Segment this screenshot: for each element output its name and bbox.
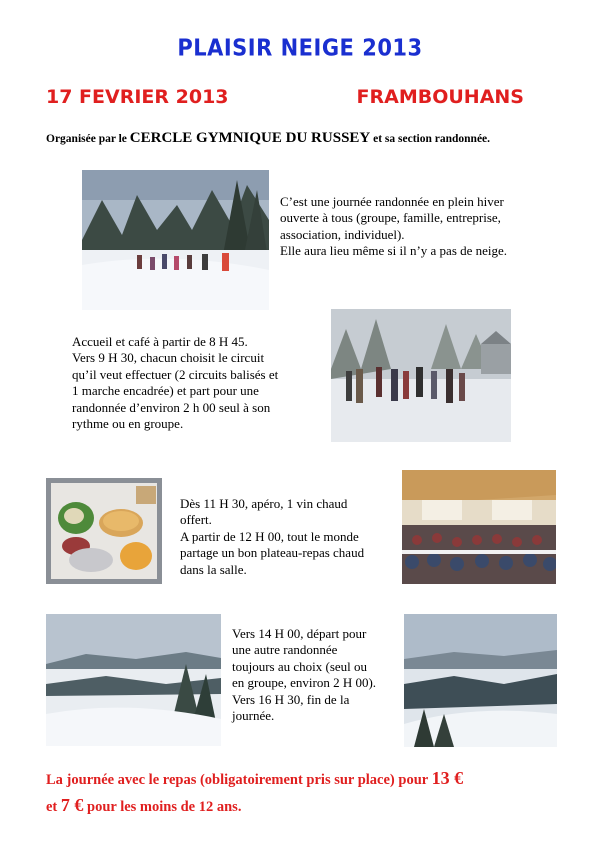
page-title: PLAISIR NEIGE 2013 bbox=[177, 34, 423, 62]
morning-line: qu’il veut effectuer (2 circuits balisés et bbox=[72, 366, 279, 382]
lunch-line: dans la salle. bbox=[180, 561, 247, 577]
event-date: 17 FEVRIER 2013 bbox=[46, 86, 229, 108]
afternoon-line: journée. bbox=[232, 708, 275, 724]
morning-line: rythme ou en groupe. bbox=[72, 416, 184, 432]
intro-line: ouverte à tous (groupe, famille, entreprise, bbox=[280, 210, 501, 226]
afternoon-text bbox=[232, 626, 402, 724]
intro-line: association, individuel). bbox=[280, 226, 405, 242]
intro-text bbox=[280, 194, 580, 260]
organizer-suffix: et sa section randonnée. bbox=[373, 133, 491, 145]
morning-line: 1 marche encadrée) et part pour une bbox=[72, 383, 259, 399]
morning-line: Vers 9 H 30, chacun choisit le circuit bbox=[72, 350, 265, 366]
photo-dining-hall bbox=[402, 470, 556, 584]
afternoon-line: Vers 16 H 30, fin de la bbox=[232, 691, 350, 707]
photo-snow-hikers bbox=[82, 170, 269, 310]
price-line-2 bbox=[46, 793, 566, 820]
morning-line: randonnée d’environ 2 h 00 seul à son bbox=[72, 399, 271, 415]
morning-text bbox=[72, 334, 332, 432]
photo-winter-landscape-left bbox=[46, 614, 221, 746]
organizer-prefix: Organisée par le bbox=[46, 133, 127, 145]
lunch-line: offert. bbox=[180, 512, 212, 528]
price-prefix: et bbox=[46, 799, 58, 815]
afternoon-line: une autre randonnée bbox=[232, 642, 338, 658]
price-text: La journée avec le repas (obligatoirement pris sur place) pour bbox=[46, 772, 428, 788]
price-footer bbox=[46, 766, 566, 820]
lunch-line: partage un bon plateau-repas chaud bbox=[180, 545, 365, 561]
price-adult: 13 € bbox=[431, 768, 464, 788]
afternoon-line: Vers 14 H 00, départ pour bbox=[232, 626, 367, 641]
event-place: FRAMBOUHANS bbox=[356, 86, 524, 108]
photo-meal-tray bbox=[46, 478, 162, 584]
lunch-line: Dès 11 H 30, apéro, 1 vin chaud bbox=[180, 496, 348, 511]
morning-line: Accueil et café à partir de 8 H 45. bbox=[72, 334, 248, 349]
lunch-text bbox=[180, 496, 395, 578]
photo-winter-landscape-right bbox=[404, 614, 557, 747]
photo-group-snowfall bbox=[331, 309, 511, 442]
lunch-line: A partir de 12 H 00, tout le monde bbox=[180, 528, 359, 544]
organizer-line bbox=[46, 130, 490, 147]
intro-line: C’est une journée randonnée en plein hiver bbox=[280, 194, 504, 209]
afternoon-line: en groupe, environ 2 H 00). bbox=[232, 675, 377, 691]
organizer-name: CERCLE GYMNIQUE DU RUSSEY bbox=[129, 130, 371, 146]
price-child: 7 € bbox=[60, 795, 84, 815]
afternoon-line: toujours au choix (seul ou bbox=[232, 658, 368, 674]
price-line-1 bbox=[46, 766, 566, 793]
intro-line: Elle aura lieu même si il n’y a pas de neige. bbox=[280, 243, 508, 259]
price-child-text: pour les moins de 12 ans. bbox=[87, 799, 242, 815]
